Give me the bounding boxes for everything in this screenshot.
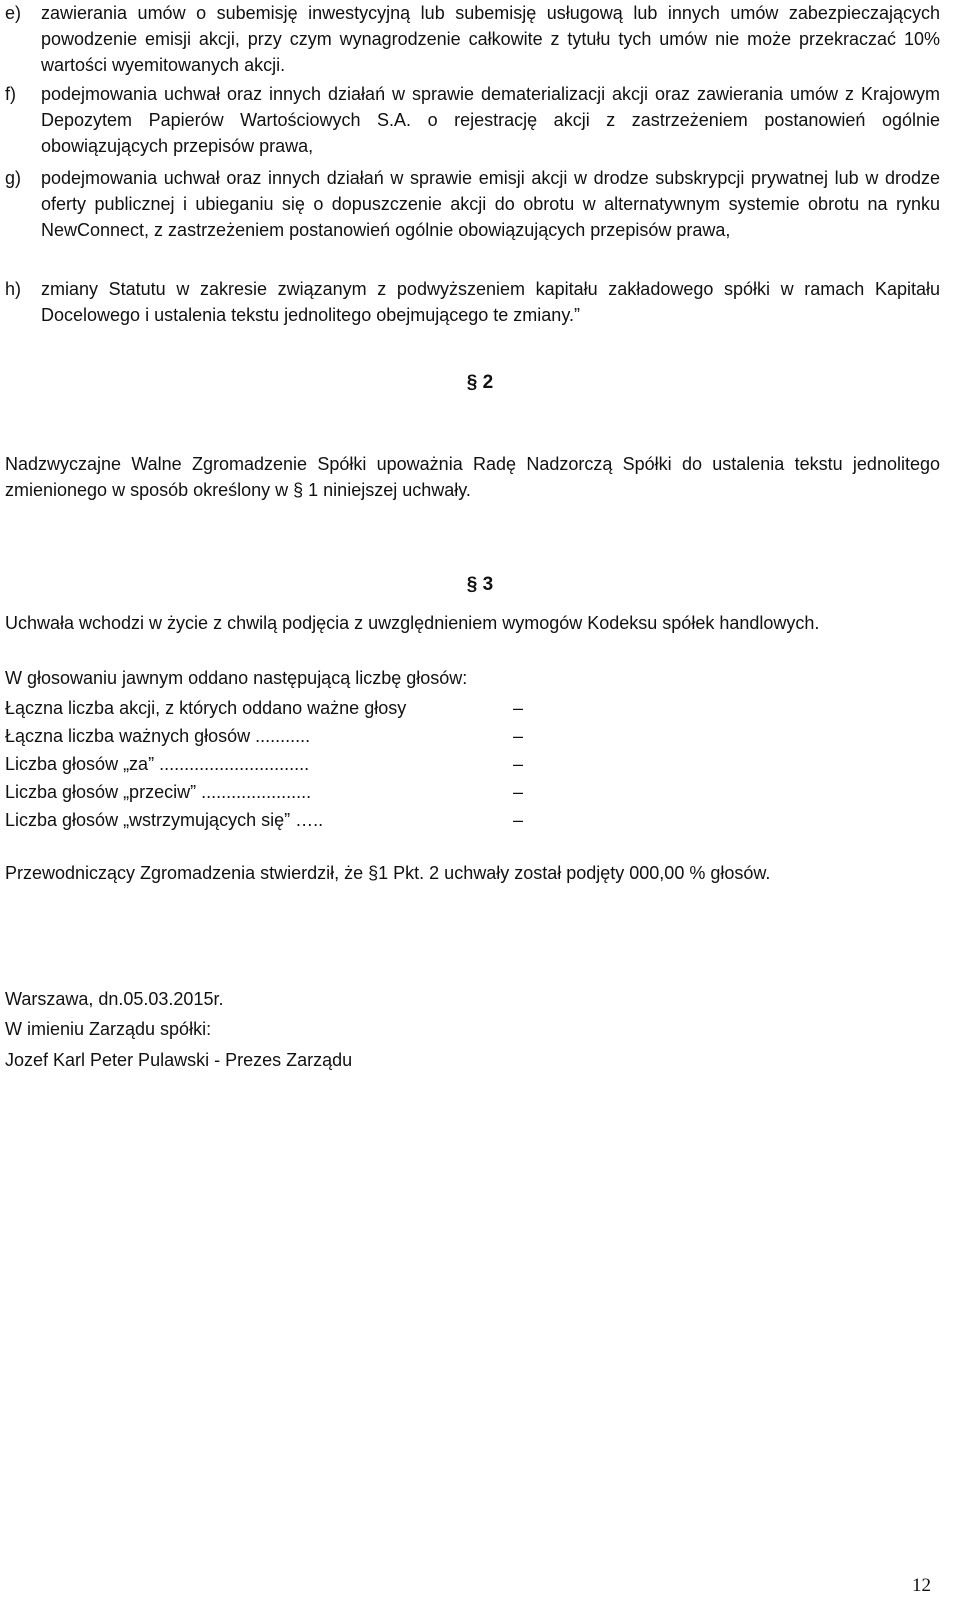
- section-3-heading: § 3: [466, 574, 494, 595]
- voting-row-label: Łączna liczba akcji, z których oddano ważne głosy: [5, 698, 407, 718]
- list-item-f: [5, 81, 940, 159]
- voting-row-label: Łączna liczba ważnych głosów ...........: [5, 726, 311, 746]
- voting-row-value: –: [513, 810, 524, 830]
- list-item-text: zawierania umów o subemisję inwestycyjną lub subemisję usługową lub innych umów zabezpieczających powodzenie emisji akcji, przy czym wynagrodzenie całkowite z tytułu tych umów nie może przekraczać 10% wartości wyemitowanych akcji.: [41, 3, 940, 75]
- list-item-g: [5, 165, 940, 243]
- list-item-text: podejmowania uchwał oraz innych działań w sprawie dematerializacji akcji oraz zawierania umów z Krajowym Depozytem Papierów Wartościowych S.A. o rejestrację akcji z zastrzeżeniem postanowień ogólnie obowiązujących przepisów prawa,: [41, 84, 940, 156]
- voting-row-valid-votes: [5, 726, 310, 747]
- list-item-text: zmiany Statutu w zakresie związanym z podwyższeniem kapitału zakładowego spółki w ramach Kapitału Docelowego i ustalenia tekstu jednolitego obejmującego te zmiany.”: [41, 279, 940, 325]
- voting-row-against: [5, 782, 311, 803]
- voting-intro: W głosowaniu jawnym oddano następującą liczbę głosów:: [5, 668, 468, 688]
- list-item-text: podejmowania uchwał oraz innych działań w sprawie emisji akcji w drodze subskrypcji prywatnej lub w drodze oferty publicznej i ubieganiu się o dopuszczenie akcji do obrotu w alternatywnym systemie obrotu na rynku NewConnect, z zastrzeżeniem postanowień ogólnie obowiązujących przepisów prawa,: [41, 168, 940, 240]
- voting-row-label: Liczba głosów „za” ..............................: [5, 754, 310, 774]
- voting-row-for: [5, 754, 309, 775]
- list-item-letter: f): [5, 84, 16, 104]
- voting-row-value: –: [513, 698, 524, 718]
- list-item-letter: g): [5, 168, 22, 188]
- place-date: Warszawa, dn.05.03.2015r.: [5, 989, 224, 1009]
- section-2-text: Nadzwyczajne Walne Zgromadzenie Spółki upoważnia Radę Nadzorczą Spółki do ustalenia tekstu jednolitego zmienionego w sposób określony w § 1 niniejszej uchwały.: [5, 454, 940, 500]
- list-item-letter: e): [5, 3, 22, 23]
- voting-row-value: –: [513, 754, 524, 774]
- on-behalf-label: W imieniu Zarządu spółki:: [5, 1019, 212, 1039]
- section-2-heading: § 2: [466, 372, 494, 393]
- section-3-text: Uchwała wchodzi w życie z chwilą podjęcia z uwzględnieniem wymogów Kodeksu spółek handlowych.: [5, 613, 820, 633]
- voting-row-value: –: [513, 782, 524, 802]
- voting-row-value: –: [513, 726, 524, 746]
- list-item-h: [5, 276, 940, 328]
- signatory-name: Jozef Karl Peter Pulawski - Prezes Zarządu: [5, 1050, 353, 1070]
- list-item-e: [5, 0, 940, 78]
- page-number: 12: [912, 1575, 931, 1596]
- voting-row-label: Liczba głosów „wstrzymujących się” …..: [5, 810, 324, 830]
- voting-row-abstain: [5, 810, 323, 831]
- voting-row-label: Liczba głosów „przeciw” ......................: [5, 782, 312, 802]
- voting-row-total-shares: [5, 698, 406, 719]
- list-item-letter: h): [5, 279, 22, 299]
- voting-conclusion: Przewodniczący Zgromadzenia stwierdził, że §1 Pkt. 2 uchwały został podjęty 000,00 % głosów.: [5, 863, 771, 883]
